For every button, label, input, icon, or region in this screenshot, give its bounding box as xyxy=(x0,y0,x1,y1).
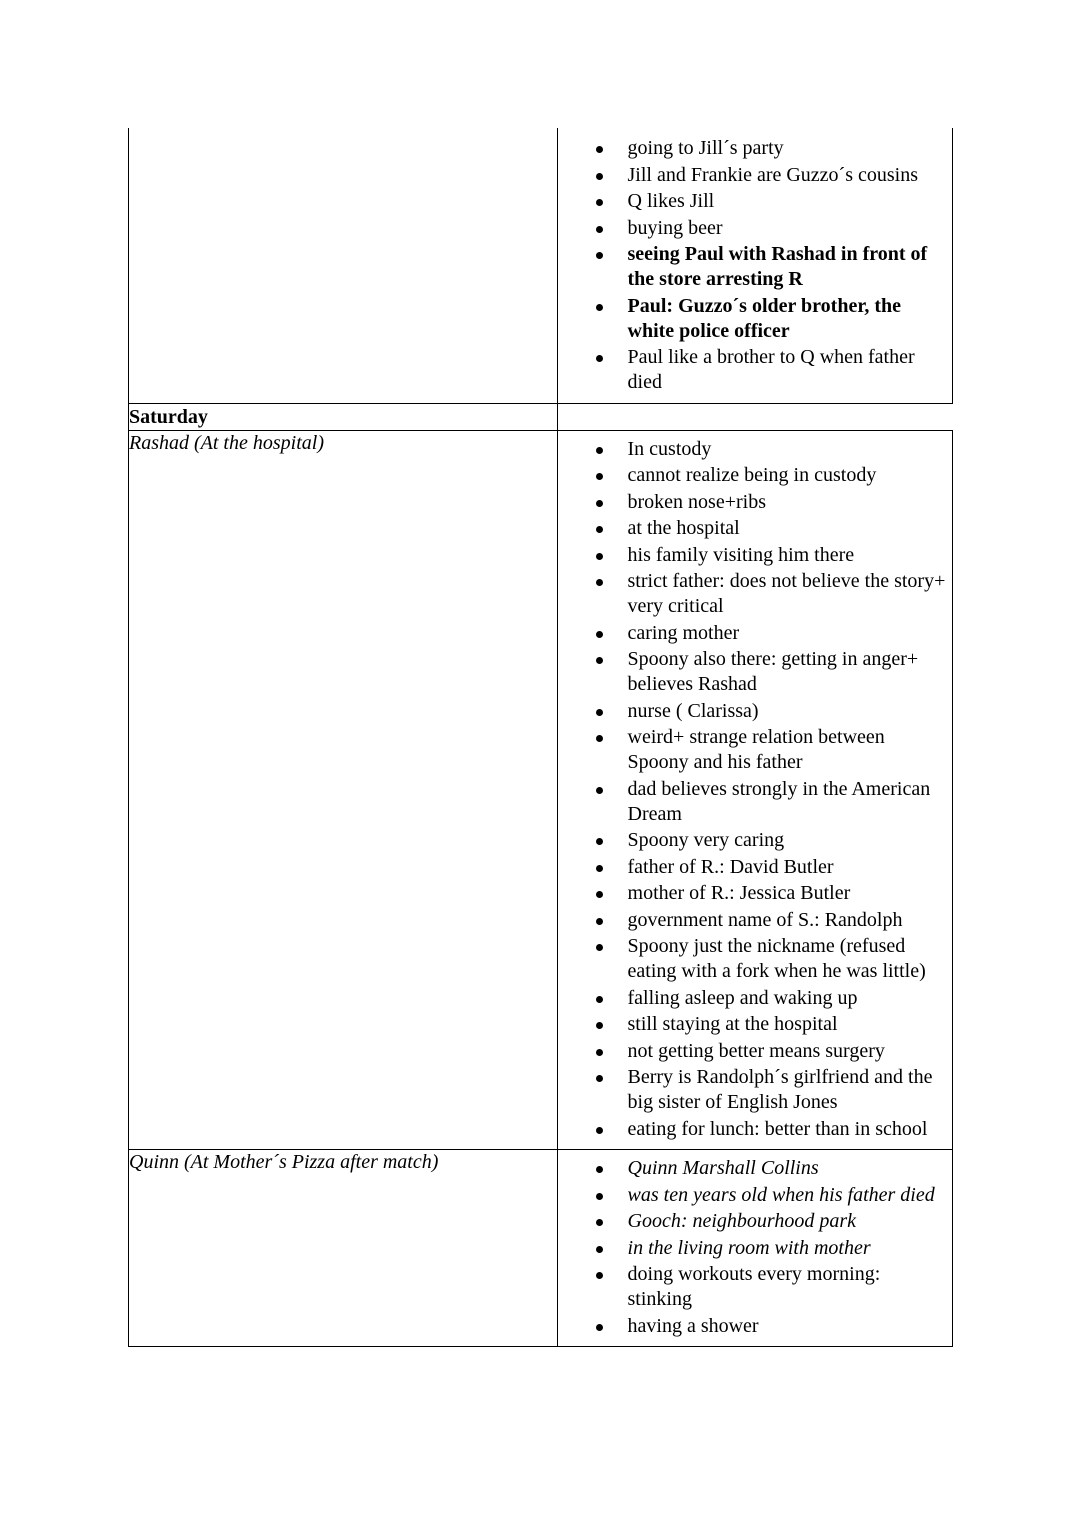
bullet-list xyxy=(558,431,952,1150)
day-heading: Saturday xyxy=(129,403,558,430)
list-item: dad believes strongly in the American Dream xyxy=(558,777,946,827)
list-item: eating for lunch: better than in school xyxy=(558,1117,946,1142)
list-item: at the hospital xyxy=(558,516,946,541)
list-item: In custody xyxy=(558,437,946,462)
list-item: father of R.: David Butler xyxy=(558,855,946,880)
list-item: Paul: Guzzo´s older brother, the white police officer xyxy=(558,294,946,344)
list-item: Spoony just the nickname (refused eating with a fork when he was little) xyxy=(558,934,946,984)
list-item: nurse ( Clarissa) xyxy=(558,699,946,724)
list-item: broken nose+ribs xyxy=(558,490,946,515)
list-item: buying beer xyxy=(558,216,946,241)
list-item: doing workouts every morning: stinking xyxy=(558,1262,946,1312)
list-item: in the living room with mother xyxy=(558,1236,946,1261)
notes-table xyxy=(128,128,953,1347)
list-item: was ten years old when his father died xyxy=(558,1183,946,1208)
day-heading-row xyxy=(129,403,953,430)
table-row xyxy=(129,128,953,403)
quinn-label: Quinn (At Mother´s Pizza after match) xyxy=(129,1150,558,1347)
list-item: Quinn Marshall Collins xyxy=(558,1156,946,1181)
rashad-label: Rashad (At the hospital) xyxy=(129,430,558,1150)
list-item: Jill and Frankie are Guzzo´s cousins xyxy=(558,163,946,188)
list-item: weird+ strange relation between Spoony and his father xyxy=(558,725,946,775)
list-item: having a shower xyxy=(558,1314,946,1339)
list-item: Spoony very caring xyxy=(558,828,946,853)
notes-cell xyxy=(557,430,952,1150)
list-item: Paul like a brother to Q when father died xyxy=(558,345,946,395)
list-item: seeing Paul with Rashad in front of the store arresting R xyxy=(558,242,946,292)
bullet-list xyxy=(558,1150,952,1261)
list-item: still staying at the hospital xyxy=(558,1012,946,1037)
list-item: strict father: does not believe the story+ very critical xyxy=(558,569,946,619)
list-item: Q likes Jill xyxy=(558,189,946,214)
list-item: going to Jill´s party xyxy=(558,136,946,161)
list-item: Berry is Randolph´s girlfriend and the big sister of English Jones xyxy=(558,1065,946,1115)
empty-left-cell xyxy=(129,128,558,403)
empty-right-cell xyxy=(557,403,952,430)
list-item: his family visiting him there xyxy=(558,543,946,568)
bullet-list xyxy=(558,128,952,403)
table-row xyxy=(129,430,953,1150)
list-item: not getting better means surgery xyxy=(558,1039,946,1064)
list-item: government name of S.: Randolph xyxy=(558,908,946,933)
list-item: falling asleep and waking up xyxy=(558,986,946,1011)
notes-cell xyxy=(557,1150,952,1347)
notes-cell xyxy=(557,128,952,403)
table-row xyxy=(129,1150,953,1347)
list-item: Spoony also there: getting in anger+ believes Rashad xyxy=(558,647,946,697)
list-item: mother of R.: Jessica Butler xyxy=(558,881,946,906)
list-item: Gooch: neighbourhood park xyxy=(558,1209,946,1234)
list-item: caring mother xyxy=(558,621,946,646)
list-item: cannot realize being in custody xyxy=(558,463,946,488)
bullet-list xyxy=(558,1262,952,1346)
